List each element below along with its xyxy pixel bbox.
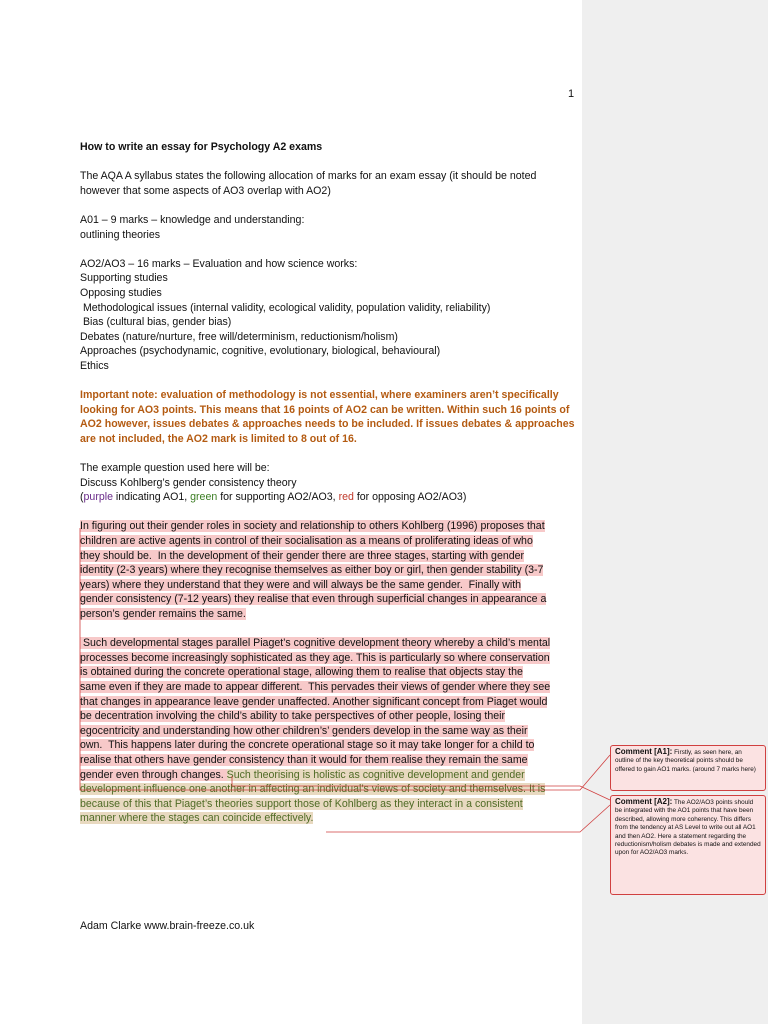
ao1-section [80,213,574,242]
text-line: Bias (cultural bias, gender bias) [80,316,232,329]
text-line: AO2 however, issues debates & approaches needs to be included. If issues debates & approaches [80,418,575,431]
text-line: outlining theories [80,228,161,241]
legend-text: indicating AO1, [112,491,191,504]
highlighted-line: gender consistency (7-12 years) they realise that even through superficial changes in appearance a [80,593,547,606]
highlighted-line: processes become increasingly sophisticated as they age. This is particularly so where conservation [80,651,550,664]
intro-paragraph [80,169,574,198]
legend-purple: purple [83,491,113,504]
highlighted-line: person’s gender remains the same. [80,608,246,620]
legend-text: ( [80,491,84,504]
highlighted-line: gender even through changes. [80,768,227,781]
text-line: AO2/AO3 – 16 marks – Evaluation and how science works: [80,257,358,270]
comment-label: Comment [A2]: [615,797,673,806]
text-line: Discuss Kohlberg’s gender consistency theory [80,476,297,489]
highlighted-line: manner where the stages can coincide effectively. [80,812,314,825]
comment-a2[interactable] [610,795,766,895]
comment-a1[interactable] [610,745,766,791]
comment-anchor-a2[interactable]: Such theorising is holistic as cognitive development and gender [226,768,525,781]
footer-text: Adam Clarke www.brain-freeze.co.uk [80,920,255,932]
highlighted-line: because of this that Piaget’s theories support those of Kohlberg as they interact in a consistent [80,797,523,810]
text-line: Ethics [80,359,109,372]
highlighted-line: development influence one another in affecting an individual’s views of society and themselves. It is [80,783,546,796]
text-line: are not included, the AO2 mark is limited to 8 out of 16. [80,432,357,445]
comment-text: Firstly, as seen here, an outline of the key theoretical points should be offered to gain AO1 marks. (around 7 marks here) [615,749,756,773]
highlighted-line: children are active agents in control of their socialisation as a means of proliferating ideas of who [80,535,533,548]
important-note [80,388,574,446]
text-line: however that some aspects of AO3 overlap with AO2) [80,184,331,197]
text-line: looking for AO3 points. This means that 16 points of AO2 can be written. Within such 16 points of [80,403,570,416]
highlighted-line: own. This happens later during the concrete operational stage so it may take longer for a child to [80,739,535,752]
document-body[interactable] [80,140,574,841]
legend-red: red [338,491,354,504]
highlighted-line: realise that others have gender consistency than it would for them realise they remain the same [80,753,528,766]
document-title: How to write an essay for Psychology A2 exams [80,141,323,153]
example-section [80,461,574,505]
essay-paragraph-1 [80,519,574,621]
highlighted-line: In figuring out their gender roles in society and relationship to others Kohlberg (1996) proposes that [80,520,545,533]
comment-label: Comment [A1]: [615,747,673,756]
highlighted-line: be decentration involving the child’s ability to take perspectives of other people, losing their [80,710,505,723]
legend-text: for supporting AO2/AO3, [217,491,339,504]
highlighted-line: identity (2-3 years) where they recognise themselves as either boy or girl, then gender stability (3-7 [80,564,544,577]
text-line: The AQA A syllabus states the following allocation of marks for an exam essay (it should be noted [80,170,537,183]
text-line: Methodological issues (internal validity, ecological validity, population validity, reliability) [80,301,491,314]
text-line: Important note: evaluation of methodology is not essential, where examiners aren’t specifically [80,389,559,402]
text-line: Approaches (psychodynamic, cognitive, evolutionary, biological, behavioural) [80,345,441,358]
highlighted-line: Such developmental stages parallel Piaget’s cognitive development theory whereby a child’s mental [80,637,551,650]
legend-text: for opposing AO2/AO3) [353,491,467,504]
comment-text: The AO2/AO3 points should be integrated with the AO1 points that have been described, allowing more coherency. This differs from the tendency at AS Level to write out all AO1 and then AO2. Here a statement regarding the reductionism/holism debates is made and extended upon for AO2/AO3 marks. [615,799,761,857]
color-legend [80,490,574,505]
highlighted-line: egocentricity and understanding how other children’s’ genders develop in the same way as their [80,724,528,737]
page-number: 1 [568,88,575,100]
text-line: The example question used here will be: [80,462,270,475]
ao2-section [80,257,574,374]
text-line: Opposing studies [80,286,162,299]
highlighted-line: they should be. In the development of their gender there are three stages, starting with gender [80,549,525,562]
essay-paragraph-2 [80,636,574,826]
text-line: A01 – 9 marks – knowledge and understanding: [80,213,305,226]
highlighted-line: is obtained during the concrete operational stage, allowing them to realise that objects stay the [80,666,523,679]
highlighted-line: that changes in appearance leave gender unaffected. Another significant concept from Piaget would [80,695,548,708]
legend-green: green [190,491,218,504]
highlighted-line: same even if they are made to appear different. This pervades their views of gender where they see [80,680,551,693]
highlighted-line: years) where they understand that they were and will always be the same gender. Finally with [80,578,522,591]
text-line: Debates (nature/nurture, free will/determinism, reductionism/holism) [80,330,398,343]
text-line: Supporting studies [80,272,168,285]
